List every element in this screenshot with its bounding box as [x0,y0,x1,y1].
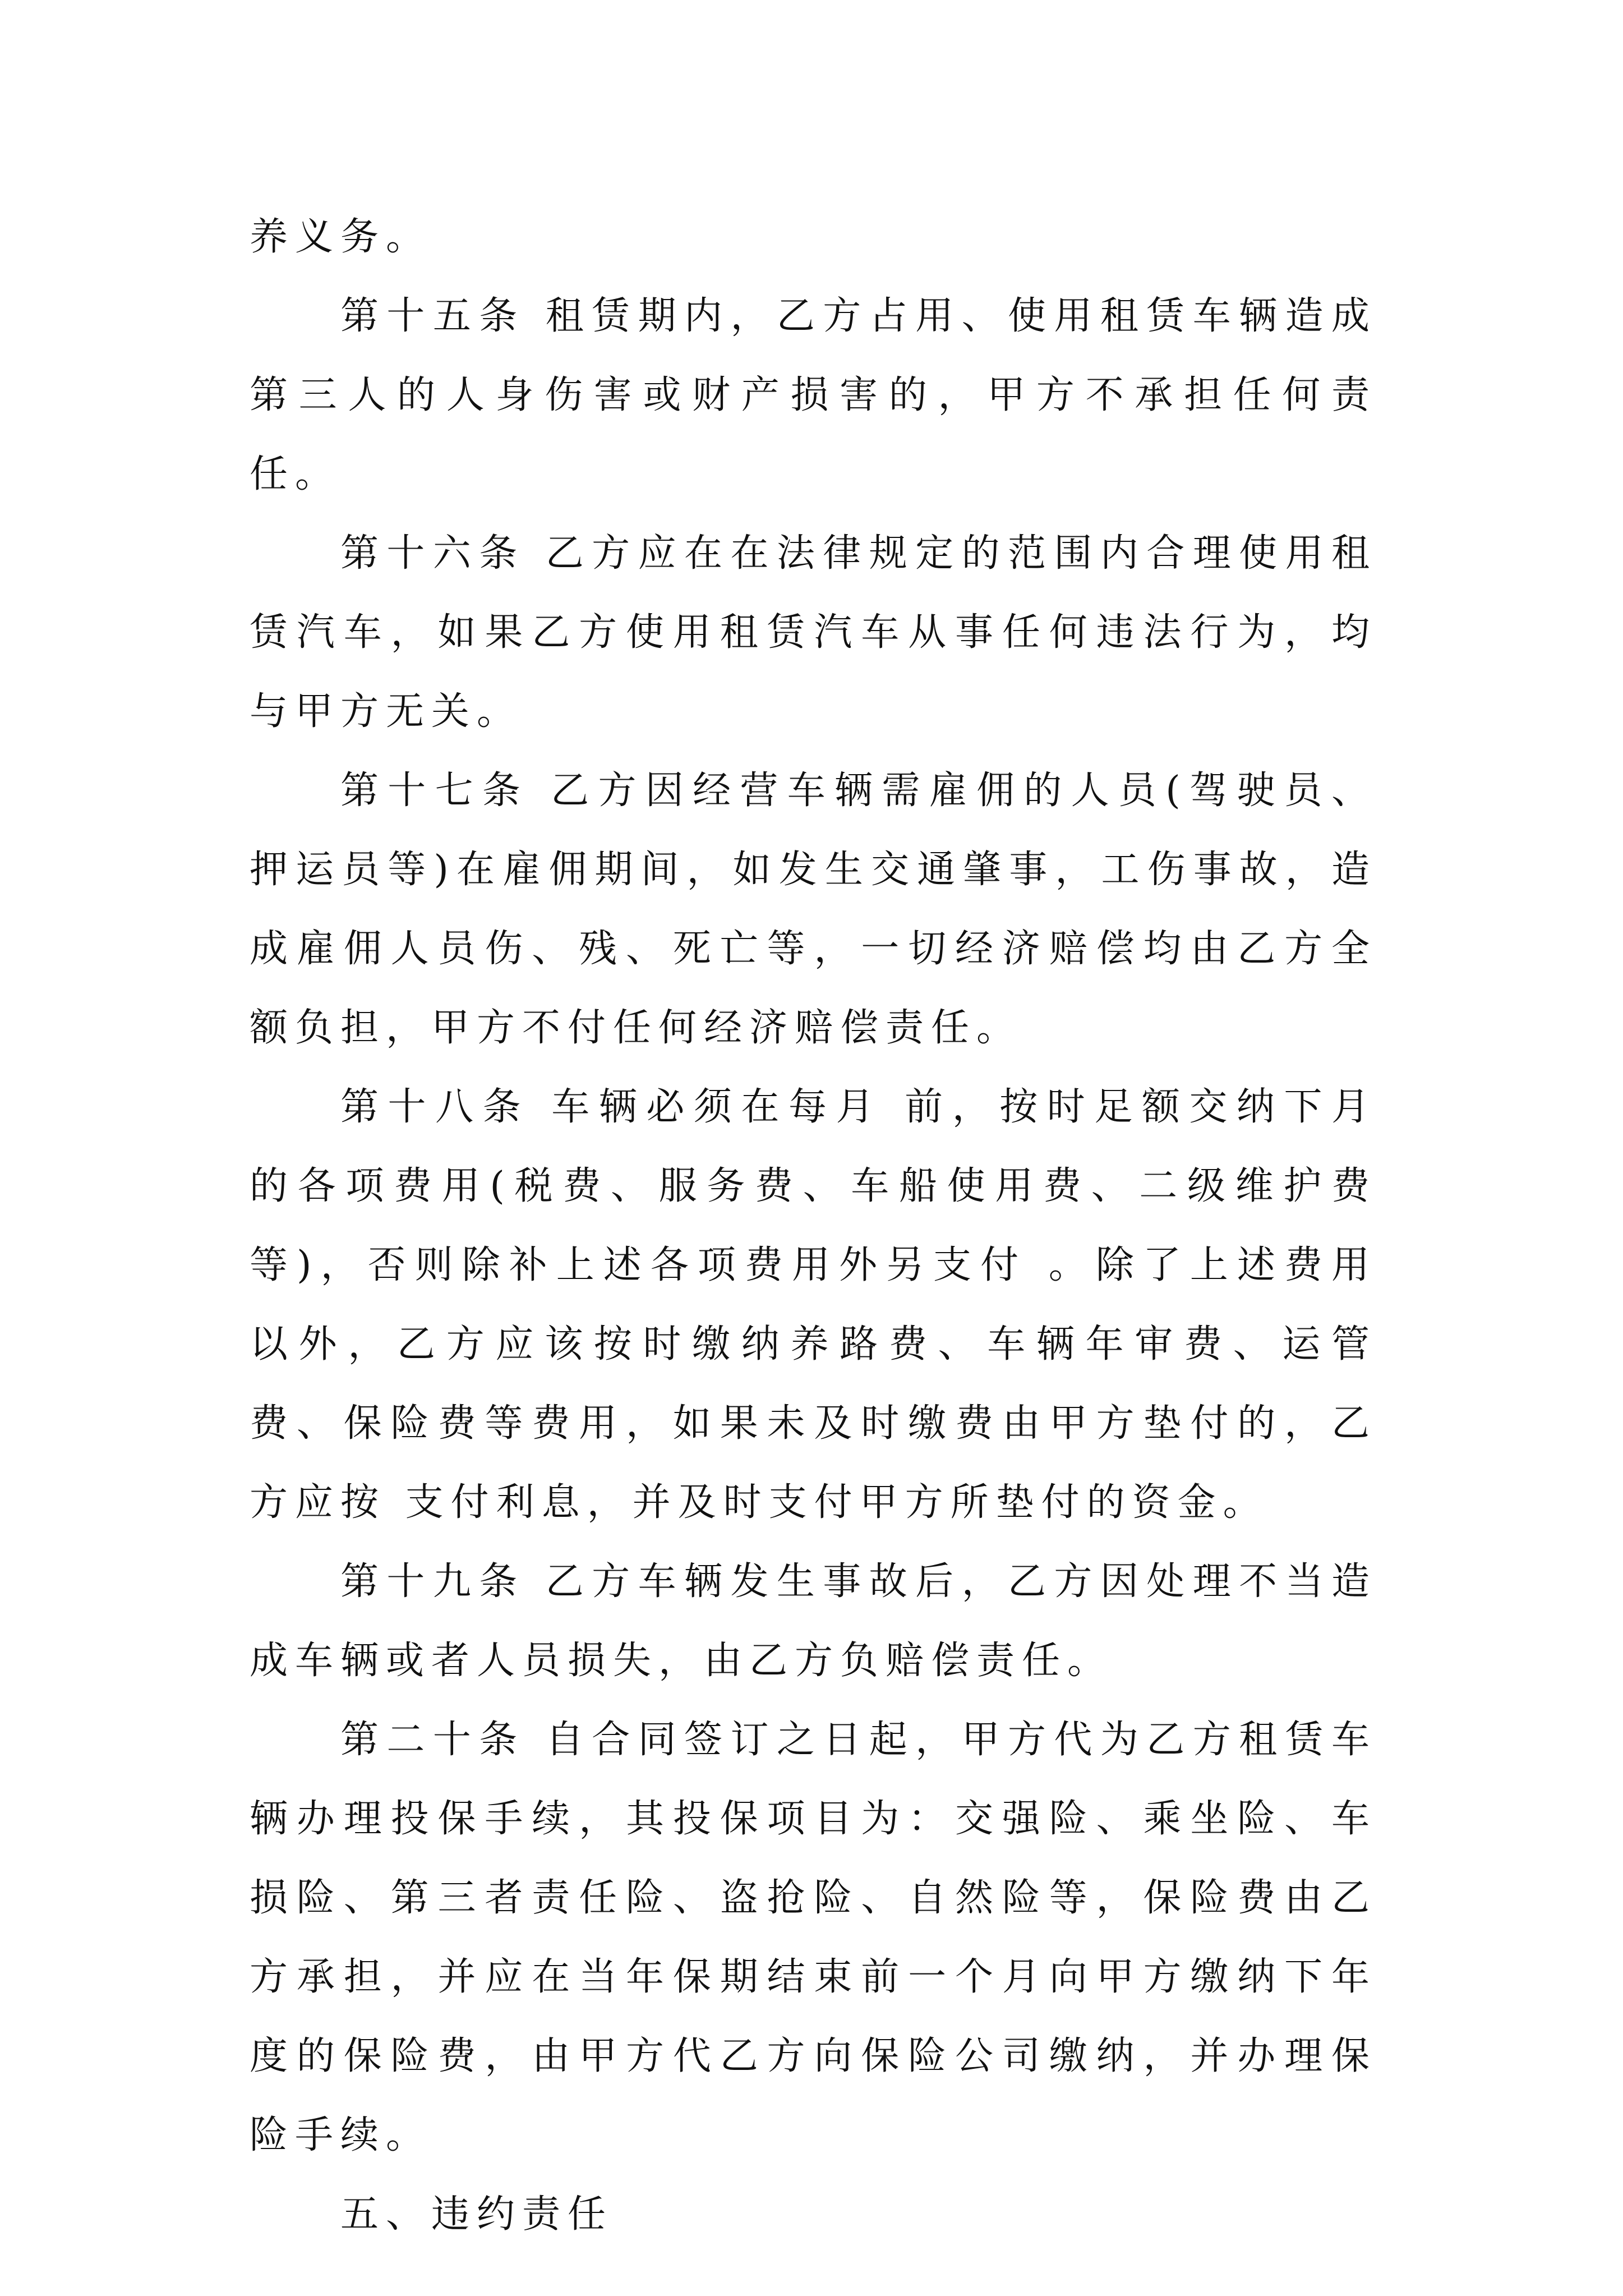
article-15: 第十五条 租赁期内，乙方占用、使用租赁车辆造成第三人的人身伤害或财产损害的，甲方不承担任何责任。 [250,294,1377,496]
article-20: 第二十条 自合同签订之日起，甲方代为乙方租赁车辆办理投保手续，其投保项目为：交强险、乘坐险、车损险、第三者责任险、盗抢险、自然险等，保险费由乙方承担，并应在当年保期结束前一个月向甲方缴纳下年度的保险费，由甲方代乙方向保险公司缴纳，并办理保险手续。 [250,1718,1377,2157]
paragraph-continuation: 养义务。 [250,215,432,259]
article-18: 第十八条 车辆必须在每月 前，按时足额交纳下月的各项费用(税费、服务费、车船使用费、二级维护费等)，否则除补上述各项费用外另支付 。除了上述费用以外，乙方应该按时缴纳养路费、车辆年审费、运管费、保险费等费用，如果未及时缴费由甲方垫付的，乙方应按 支付利息，并及时支付甲方所垫付的资金。 [250,1085,1377,1525]
section-heading-breach-liability: 五、违约责任 [340,2192,614,2237]
article-17: 第十七条 乙方因经营车辆需雇佣的人员(驾驶员、押运员等)在雇佣期间，如发生交通肇事，工伤事故，造成雇佣人员伤、残、死亡等，一切经济赔偿均由乙方全额负担，甲方不付任何经济赔偿责任。 [250,769,1377,1050]
article-16: 第十六条 乙方应在在法律规定的范围内合理使用租赁汽车，如果乙方使用租赁汽车从事任何违法行为，均与甲方无关。 [250,531,1377,734]
document-body [250,197,1377,2254]
article-19: 第十九条 乙方车辆发生事故后，乙方因处理不当造成车辆或者人员损失，由乙方负赔偿责任。 [250,1559,1377,1683]
